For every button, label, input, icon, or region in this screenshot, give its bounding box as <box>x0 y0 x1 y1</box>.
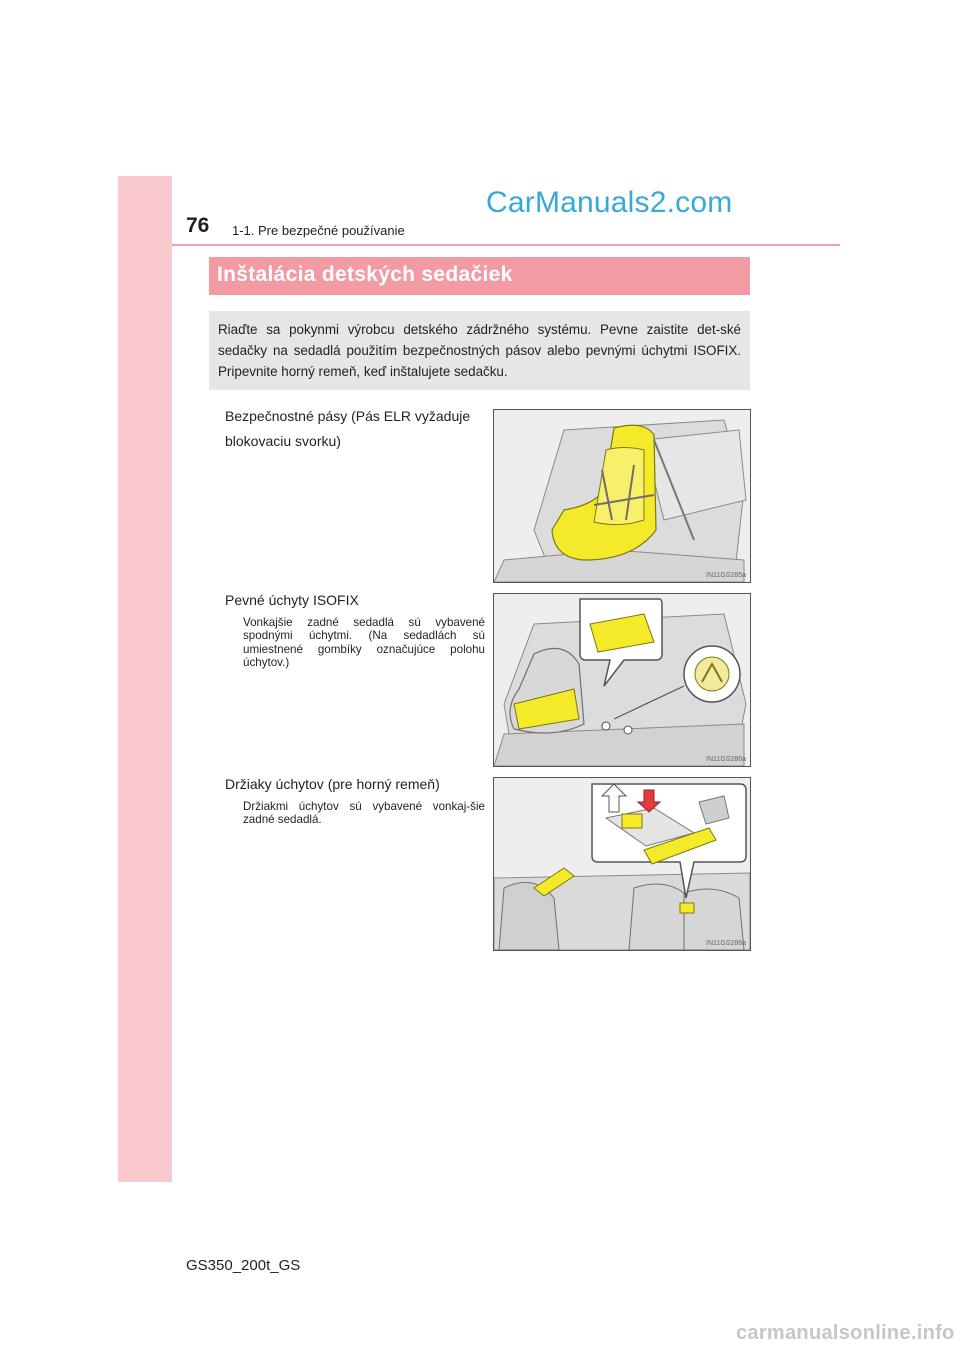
title-bar <box>209 257 750 295</box>
tether-illustration <box>494 778 750 950</box>
site-footer-text: carmanualsonline.info <box>736 1322 955 1344</box>
item-tether-note: Držiakmi úchytov sú vybavené vonkaj-šie zadné sedadlá. <box>243 800 485 827</box>
isofix-illustration <box>494 594 750 766</box>
watermark-logo: CarManuals2.com <box>486 186 733 219</box>
figure-code: IN11GS285a <box>706 572 746 579</box>
item-isofix-note: Vonkajšie zadné sedadlá sú vybavené spodnými úchytmi. (Na sedadlách sú umiestnené gombíky označujúce polohu úchytov.) <box>243 616 485 670</box>
figure-isofix-anchors <box>493 593 751 767</box>
figure-code: IN11GS286a <box>706 756 746 763</box>
item-tether-title: Držiaky úchytov (pre horný remeň) <box>225 776 440 792</box>
item-seatbelt-title: Bezpečnostné pásy (Pás ELR vyžaduje blokovaciu svorku) <box>225 408 471 449</box>
child-seat-belt-illustration <box>494 410 750 582</box>
figure-tether-anchors <box>493 777 751 951</box>
header-divider <box>172 244 840 246</box>
figure-code: IN11GS288a <box>706 940 746 947</box>
item-isofix-title: Pevné úchyty ISOFIX <box>225 592 359 608</box>
section-heading: 1-1. Pre bezpečné používanie <box>232 223 405 238</box>
page-title: Inštalácia detských sedačiek <box>217 263 513 286</box>
intro-box <box>209 311 750 390</box>
model-code: GS350_200t_GS <box>186 1257 301 1274</box>
figure-seatbelt-install <box>493 409 751 583</box>
intro-text: Riaďte sa pokynmi výrobcu detského zádržného systému. Pevne zaistite det-ské sedačky na sedadlá použitím bezpečnostných pásov alebo pevnými úchytmi ISOFIX. Pripevnite horný remeň, keď inštalujete sedačku. <box>218 322 741 379</box>
page-number: 76 <box>186 214 210 237</box>
side-color-strip <box>118 176 172 1182</box>
